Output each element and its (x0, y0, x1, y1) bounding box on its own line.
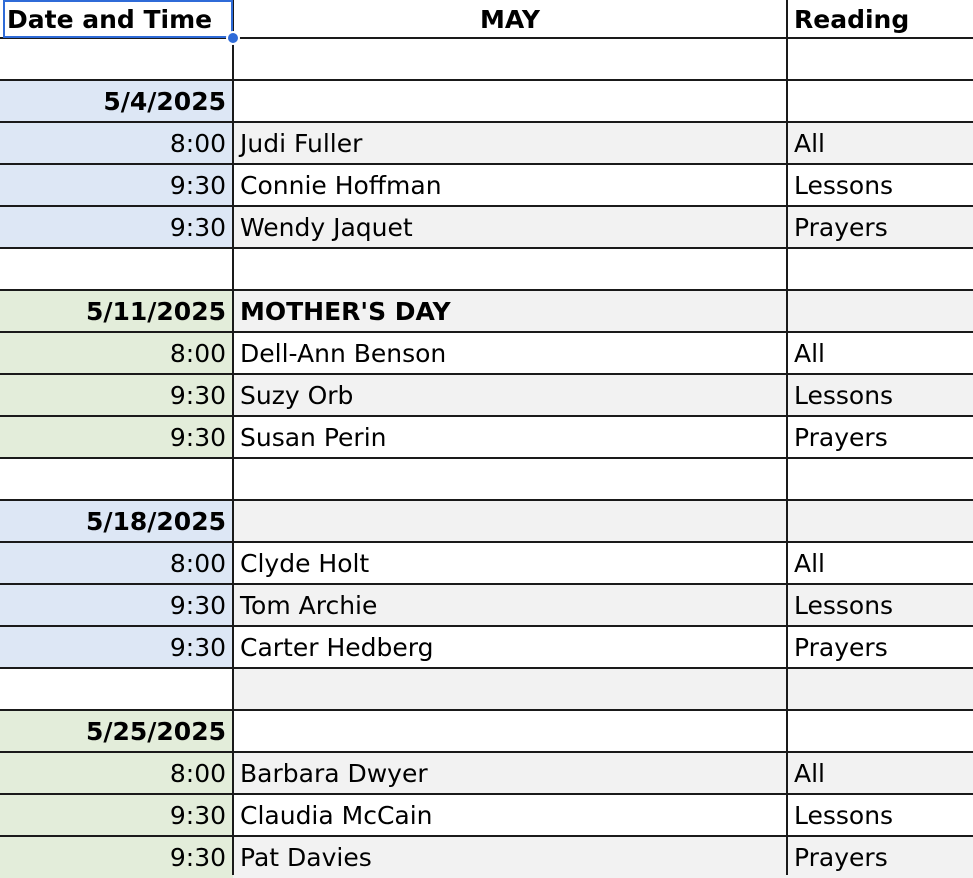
may-cell[interactable]: Wendy Jaquet (233, 206, 787, 248)
row-divider (0, 709, 973, 711)
row-divider (0, 205, 973, 207)
date-time-cell[interactable]: 9:30 (0, 626, 233, 668)
reading-cell[interactable]: Lessons (787, 164, 973, 206)
may-cell[interactable] (233, 38, 787, 80)
column-divider (786, 0, 788, 875)
row-divider (0, 583, 973, 585)
date-time-cell[interactable]: 8:00 (0, 122, 233, 164)
reading-cell[interactable] (787, 500, 973, 542)
may-cell[interactable]: Susan Perin (233, 416, 787, 458)
row-divider (0, 289, 973, 291)
reading-cell[interactable]: All (787, 332, 973, 374)
row-divider (0, 667, 973, 669)
reading-cell[interactable]: Lessons (787, 374, 973, 416)
reading-cell[interactable] (787, 290, 973, 332)
may-cell[interactable]: Carter Hedberg (233, 626, 787, 668)
row-divider (0, 751, 973, 753)
date-time-cell[interactable] (0, 38, 233, 80)
reading-cell[interactable] (787, 668, 973, 710)
row-divider (0, 415, 973, 417)
selected-cell-outline (3, 0, 233, 38)
date-time-cell[interactable]: 9:30 (0, 836, 233, 878)
date-time-cell[interactable]: 9:30 (0, 584, 233, 626)
may-cell[interactable]: Claudia McCain (233, 794, 787, 836)
reading-cell[interactable]: All (787, 542, 973, 584)
reading-cell[interactable]: Lessons (787, 794, 973, 836)
date-time-cell[interactable]: 9:30 (0, 416, 233, 458)
row-divider (0, 121, 973, 123)
fill-handle[interactable] (226, 31, 240, 45)
date-time-cell[interactable]: 9:30 (0, 164, 233, 206)
date-time-cell[interactable] (0, 248, 233, 290)
reading-cell[interactable] (787, 458, 973, 500)
row-divider (0, 499, 973, 501)
header-cell-month[interactable]: MAY (233, 0, 787, 38)
reading-cell[interactable] (787, 710, 973, 752)
may-cell[interactable] (233, 80, 787, 122)
date-time-cell[interactable]: 8:00 (0, 752, 233, 794)
row-divider (0, 793, 973, 795)
row-divider (0, 625, 973, 627)
row-divider (0, 457, 973, 459)
reading-cell[interactable]: Prayers (787, 626, 973, 668)
row-divider (0, 835, 973, 837)
may-cell[interactable] (233, 668, 787, 710)
may-cell[interactable] (233, 248, 787, 290)
may-cell[interactable]: Tom Archie (233, 584, 787, 626)
may-cell[interactable]: MOTHER'S DAY (233, 290, 787, 332)
may-cell[interactable] (233, 458, 787, 500)
row-divider (0, 331, 973, 333)
column-divider (232, 0, 234, 875)
header-cell-date-and-time[interactable]: Date and Time (0, 0, 233, 38)
date-time-cell[interactable]: 9:30 (0, 374, 233, 416)
may-cell[interactable]: Connie Hoffman (233, 164, 787, 206)
may-cell[interactable]: Pat Davies (233, 836, 787, 878)
reading-cell[interactable] (787, 38, 973, 80)
date-time-cell[interactable]: 9:30 (0, 794, 233, 836)
row-divider (0, 247, 973, 249)
may-cell[interactable] (233, 710, 787, 752)
date-time-cell[interactable]: 5/11/2025 (0, 290, 233, 332)
reading-cell[interactable]: All (787, 122, 973, 164)
header-cell-reading[interactable]: Reading (787, 0, 973, 38)
reading-cell[interactable]: Prayers (787, 416, 973, 458)
date-time-cell[interactable]: 5/4/2025 (0, 80, 233, 122)
may-cell[interactable]: Dell-Ann Benson (233, 332, 787, 374)
may-cell[interactable] (233, 500, 787, 542)
date-time-cell[interactable]: 5/18/2025 (0, 500, 233, 542)
date-time-cell[interactable]: 8:00 (0, 542, 233, 584)
date-time-cell[interactable]: 9:30 (0, 206, 233, 248)
reading-cell[interactable] (787, 80, 973, 122)
row-divider (0, 373, 973, 375)
reading-cell[interactable]: Prayers (787, 206, 973, 248)
reading-cell[interactable]: All (787, 752, 973, 794)
date-time-cell[interactable]: 8:00 (0, 332, 233, 374)
row-divider (0, 163, 973, 165)
may-cell[interactable]: Clyde Holt (233, 542, 787, 584)
date-time-cell[interactable]: 5/25/2025 (0, 710, 233, 752)
date-time-cell[interactable] (0, 458, 233, 500)
may-cell[interactable]: Suzy Orb (233, 374, 787, 416)
date-time-cell[interactable] (0, 668, 233, 710)
may-cell[interactable]: Barbara Dwyer (233, 752, 787, 794)
row-divider (0, 541, 973, 543)
may-cell[interactable]: Judi Fuller (233, 122, 787, 164)
reading-cell[interactable]: Prayers (787, 836, 973, 878)
reading-cell[interactable]: Lessons (787, 584, 973, 626)
reading-cell[interactable] (787, 248, 973, 290)
row-divider (0, 79, 973, 81)
